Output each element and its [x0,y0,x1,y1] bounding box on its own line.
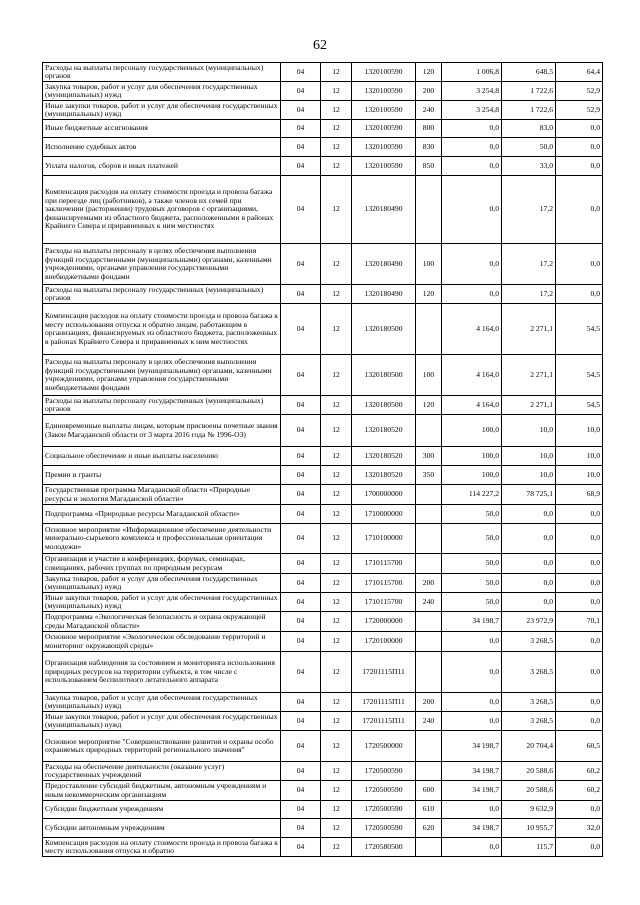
planned-amount: 34 198,7 [442,762,502,781]
section-code: 04 [281,82,321,101]
executed-amount: 3 268,5 [502,693,556,712]
section-code: 04 [281,304,321,355]
subsection-code: 12 [321,396,352,415]
expense-type-code: 240 [416,101,442,120]
executed-amount: 3 268,5 [502,652,556,693]
execution-percent: 0,0 [556,176,603,244]
subsection-code: 12 [321,762,352,781]
execution-percent: 0,0 [556,632,603,652]
target-article-code: 1320180490 [352,244,416,285]
subsection-code: 12 [321,505,352,524]
planned-amount: 0,0 [442,244,502,285]
executed-amount: 3 268,5 [502,632,556,652]
table-row [43,157,603,176]
row-name: Субсидии бюджетным учреждениям [43,801,281,819]
table-row [43,574,603,593]
planned-amount: 0,0 [442,838,502,857]
expense-type-code: 350 [416,466,442,485]
row-name: Премии и гранты [43,466,281,485]
target-article-code: 1320180520 [352,466,416,485]
execution-percent: 0,0 [556,157,603,176]
table-row [43,505,603,524]
target-article-code: 17201115П11 [352,652,416,693]
target-article-code: 1320100590 [352,101,416,120]
target-article-code: 1720000000 [352,612,416,632]
planned-amount: 100,0 [442,447,502,466]
planned-amount: 100,0 [442,466,502,485]
expense-type-code: 200 [416,82,442,101]
target-article-code: 1710115700 [352,574,416,593]
expense-type-code: 120 [416,63,442,82]
planned-amount: 34 198,7 [442,781,502,801]
section-code: 04 [281,176,321,244]
expense-type-code: 610 [416,801,442,819]
execution-percent: 0,0 [556,285,603,304]
section-code: 04 [281,505,321,524]
subsection-code: 12 [321,157,352,176]
subsection-code: 12 [321,82,352,101]
table-row [43,693,603,712]
target-article-code: 1320100590 [352,82,416,101]
row-name: Государственная программа Магаданской области «Природные ресурсы и экология Магаданской области» [43,485,281,505]
target-article-code: 1320180500 [352,396,416,415]
subsection-code: 12 [321,466,352,485]
row-name: Основное мероприятие «Экологическое обследование территорий и мониторинг окружающей среды» [43,632,281,652]
section-code: 04 [281,466,321,485]
planned-amount: 34 198,7 [442,731,502,762]
table-row [43,801,603,819]
table-row [43,285,603,304]
row-name: Субсидии автономным учреждениям [43,819,281,838]
planned-amount: 100,0 [442,415,502,447]
section-code: 04 [281,447,321,466]
section-code: 04 [281,801,321,819]
planned-amount: 0,0 [442,693,502,712]
subsection-code: 12 [321,244,352,285]
executed-amount: 83,0 [502,120,556,138]
row-name: Подпрограмма «Экологическая безопасность и охрана окружающей среды Магаданской области» [43,612,281,632]
row-name: Компенсация расходов на оплату стоимости проезда и провоза багажа при переезде лиц (работников), а также членов их семей при заключении (расторжении) трудовых договоров с организациями, финансируемыми из областного бюджета, расположенными в районах Крайнего Севера и приравненных к ним местностях [43,176,281,244]
target-article-code: 1700000000 [352,485,416,505]
planned-amount: 34 198,7 [442,819,502,838]
planned-amount: 114 227,2 [442,485,502,505]
section-code: 04 [281,524,321,554]
execution-percent: 54,5 [556,396,603,415]
expense-type-code: 600 [416,781,442,801]
section-code: 04 [281,819,321,838]
execution-percent: 0,0 [556,838,603,857]
table-body [43,63,603,857]
planned-amount: 0,0 [442,138,502,157]
execution-percent: 60,2 [556,781,603,801]
expense-type-code: 800 [416,120,442,138]
section-code: 04 [281,693,321,712]
table-row [43,485,603,505]
row-name: Исполнение судебных актов [43,138,281,157]
planned-amount: 4 164,0 [442,304,502,355]
planned-amount: 4 164,0 [442,396,502,415]
execution-percent: 52,9 [556,101,603,120]
executed-amount: 33,0 [502,157,556,176]
expense-type-code [416,762,442,781]
section-code: 04 [281,593,321,612]
subsection-code: 12 [321,781,352,801]
executed-amount: 2 271,1 [502,396,556,415]
row-name: Расходы на выплаты персоналу в целях обеспечения выполнения функций государственными (муниципальными) органами, казенными учреждениями, органами управления государственными внебюджетными фондами [43,244,281,285]
target-article-code: 17201115П11 [352,693,416,712]
executed-amount: 0,0 [502,505,556,524]
table-row [43,176,603,244]
table-row [43,731,603,762]
subsection-code: 12 [321,554,352,574]
expense-type-code: 300 [416,447,442,466]
planned-amount: 0,0 [442,157,502,176]
expense-type-code: 850 [416,157,442,176]
row-name: Основное мероприятие «Информационное обеспечение деятельности минерально-сырьевого комплекса и профессиональная ориентация молодежи» [43,524,281,554]
target-article-code: 1720500590 [352,819,416,838]
table-row [43,355,603,396]
planned-amount: 1 006,8 [442,63,502,82]
execution-percent: 0,0 [556,505,603,524]
budget-table [42,62,603,857]
target-article-code: 1320100590 [352,120,416,138]
target-article-code: 1710115700 [352,593,416,612]
target-article-code: 1710100000 [352,524,416,554]
target-article-code: 1320180500 [352,304,416,355]
executed-amount: 0,0 [502,554,556,574]
row-name: Организация и участие в конференциях, форумах, семинарах, совещаниях, рабочих группах по природным ресурсам [43,554,281,574]
expense-type-code [416,838,442,857]
target-article-code: 1720500590 [352,801,416,819]
row-name: Компенсация расходов на оплату стоимости проезда и провоза багажа к месту использования отпуска и обратно лицам, работающим в организациях, финансируемых из областного бюджета, расположенных в районах Крайнего Севера и приравненных к ним местностях [43,304,281,355]
row-name: Основное мероприятие "Совершенствование развития и охраны особо охраняемых природных территорий регионального значения" [43,731,281,762]
expense-type-code: 120 [416,396,442,415]
expense-type-code: 200 [416,574,442,593]
planned-amount: 0,0 [442,801,502,819]
execution-percent: 0,0 [556,712,603,731]
subsection-code: 12 [321,574,352,593]
table-row [43,838,603,857]
row-name: Уплата налогов, сборов и иных платежей [43,157,281,176]
table-row [43,632,603,652]
table-row [43,396,603,415]
planned-amount: 0,0 [442,632,502,652]
target-article-code: 1320180520 [352,447,416,466]
page-number: 62 [313,38,327,53]
executed-amount: 115,7 [502,838,556,857]
executed-amount: 2 271,1 [502,304,556,355]
section-code: 04 [281,415,321,447]
expense-type-code [416,505,442,524]
executed-amount: 10 955,7 [502,819,556,838]
subsection-code: 12 [321,447,352,466]
execution-percent: 52,9 [556,82,603,101]
section-code: 04 [281,138,321,157]
target-article-code: 17201115П11 [352,712,416,731]
executed-amount: 2 271,1 [502,355,556,396]
execution-percent: 70,1 [556,612,603,632]
execution-percent: 10,0 [556,447,603,466]
table-row [43,554,603,574]
executed-amount: 17,2 [502,176,556,244]
section-code: 04 [281,731,321,762]
section-code: 04 [281,554,321,574]
planned-amount: 4 164,0 [442,355,502,396]
section-code: 04 [281,396,321,415]
executed-amount: 10,0 [502,447,556,466]
subsection-code: 12 [321,355,352,396]
section-code: 04 [281,762,321,781]
execution-percent: 54,5 [556,304,603,355]
table-row [43,447,603,466]
expense-type-code: 100 [416,244,442,285]
row-name: Социальное обеспечение и иные выплаты населению [43,447,281,466]
target-article-code: 1720500590 [352,762,416,781]
row-name: Расходы на выплаты персоналу в целях обеспечения выполнения функций государственными (муниципальными) органами, казенными учреждениями, органами управления государственными внебюджетными фондами [43,355,281,396]
executed-amount: 20 588,6 [502,762,556,781]
planned-amount: 50,0 [442,524,502,554]
expense-type-code [416,731,442,762]
table-row [43,466,603,485]
executed-amount: 78 725,1 [502,485,556,505]
section-code: 04 [281,652,321,693]
subsection-code: 12 [321,138,352,157]
expense-type-code: 620 [416,819,442,838]
expense-type-code [416,632,442,652]
executed-amount: 10,0 [502,466,556,485]
subsection-code: 12 [321,612,352,632]
table-row [43,781,603,801]
expense-type-code [416,652,442,693]
planned-amount: 0,0 [442,120,502,138]
subsection-code: 12 [321,632,352,652]
row-name: Закупка товаров, работ и услуг для обеспечения государственных (муниципальных) нужд [43,82,281,101]
executed-amount: 0,0 [502,593,556,612]
row-name: Подпрограмма «Природные ресурсы Магаданской области» [43,505,281,524]
executed-amount: 9 632,9 [502,801,556,819]
subsection-code: 12 [321,63,352,82]
table-row [43,138,603,157]
section-code: 04 [281,612,321,632]
row-name: Расходы на обеспечение деятельности (оказание услуг) государственных учреждений [43,762,281,781]
executed-amount: 23 972,9 [502,612,556,632]
executed-amount: 3 268,5 [502,712,556,731]
target-article-code: 1320100590 [352,157,416,176]
execution-percent: 60,5 [556,731,603,762]
section-code: 04 [281,574,321,593]
section-code: 04 [281,838,321,857]
target-article-code: 1320180520 [352,415,416,447]
planned-amount: 50,0 [442,574,502,593]
section-code: 04 [281,120,321,138]
section-code: 04 [281,63,321,82]
expense-type-code [416,485,442,505]
planned-amount: 50,0 [442,505,502,524]
target-article-code: 1720500590 [352,781,416,801]
table-row [43,244,603,285]
section-code: 04 [281,157,321,176]
execution-percent: 0,0 [556,652,603,693]
subsection-code: 12 [321,285,352,304]
executed-amount: 17,2 [502,285,556,304]
planned-amount: 50,0 [442,593,502,612]
execution-percent: 0,0 [556,120,603,138]
table-row [43,652,603,693]
executed-amount: 10,0 [502,415,556,447]
executed-amount: 1 722,6 [502,101,556,120]
executed-amount: 1 722,6 [502,82,556,101]
subsection-code: 12 [321,176,352,244]
target-article-code: 1320180490 [352,285,416,304]
target-article-code: 1720100000 [352,632,416,652]
table-row [43,101,603,120]
section-code: 04 [281,632,321,652]
execution-percent: 0,0 [556,693,603,712]
execution-percent: 0,0 [556,244,603,285]
execution-percent: 60,2 [556,762,603,781]
row-name: Расходы на выплаты персоналу государственных (муниципальных) органов [43,285,281,304]
expense-type-code: 100 [416,355,442,396]
execution-percent: 10,0 [556,466,603,485]
row-name: Иные закупки товаров, работ и услуг для обеспечения государственных (муниципальных) нужд [43,593,281,612]
subsection-code: 12 [321,101,352,120]
row-name: Предоставление субсидий бюджетным, автономным учреждениям и иным некоммерческим организациям [43,781,281,801]
section-code: 04 [281,355,321,396]
subsection-code: 12 [321,819,352,838]
section-code: 04 [281,712,321,731]
table-row [43,612,603,632]
row-name: Организация наблюдения за состоянием и мониторинга использования природных ресурсов на территории субъекта, в том числе с использованием беспилотного летательного аппарата [43,652,281,693]
subsection-code: 12 [321,120,352,138]
expense-type-code [416,304,442,355]
target-article-code: 1720500000 [352,731,416,762]
expense-type-code: 240 [416,593,442,612]
table-row [43,593,603,612]
planned-amount: 0,0 [442,652,502,693]
table-row [43,304,603,355]
row-name: Иные закупки товаров, работ и услуг для обеспечения государственных (муниципальных) нужд [43,712,281,731]
row-name: Расходы на выплаты персоналу государственных (муниципальных) органов [43,396,281,415]
planned-amount: 0,0 [442,285,502,304]
table-row [43,63,603,82]
planned-amount: 3 254,8 [442,82,502,101]
expense-type-code [416,524,442,554]
execution-percent: 68,9 [556,485,603,505]
subsection-code: 12 [321,304,352,355]
execution-percent: 54,5 [556,355,603,396]
execution-percent: 0,0 [556,524,603,554]
planned-amount: 50,0 [442,554,502,574]
section-code: 04 [281,781,321,801]
section-code: 04 [281,285,321,304]
subsection-code: 12 [321,415,352,447]
execution-percent: 0,0 [556,554,603,574]
row-name: Иные закупки товаров, работ и услуг для обеспечения государственных (муниципальных) нужд [43,101,281,120]
expense-type-code: 240 [416,712,442,731]
subsection-code: 12 [321,693,352,712]
planned-amount: 0,0 [442,712,502,731]
target-article-code: 1320180490 [352,176,416,244]
expense-type-code [416,612,442,632]
subsection-code: 12 [321,712,352,731]
target-article-code: 1320100590 [352,63,416,82]
table-row [43,762,603,781]
target-article-code: 1710115700 [352,554,416,574]
subsection-code: 12 [321,524,352,554]
row-name: Единовременные выплаты лицам, которым присвоены почетные звания (Закон Магаданской области от 3 марта 2016 года № 1996-ОЗ) [43,415,281,447]
row-name: Закупка товаров, работ и услуг для обеспечения государственных (муниципальных) нужд [43,693,281,712]
execution-percent: 0,0 [556,801,603,819]
section-code: 04 [281,244,321,285]
row-name: Иные бюджетные ассигнования [43,120,281,138]
executed-amount: 50,0 [502,138,556,157]
execution-percent: 0,0 [556,574,603,593]
subsection-code: 12 [321,731,352,762]
expense-type-code: 830 [416,138,442,157]
subsection-code: 12 [321,593,352,612]
target-article-code: 1720580500 [352,838,416,857]
table-row [43,415,603,447]
expense-type-code: 200 [416,693,442,712]
execution-percent: 0,0 [556,593,603,612]
row-name: Расходы на выплаты персоналу государственных (муниципальных) органов [43,63,281,82]
target-article-code: 1320100590 [352,138,416,157]
target-article-code: 1320180500 [352,355,416,396]
subsection-code: 12 [321,838,352,857]
executed-amount: 17,2 [502,244,556,285]
execution-percent: 0,0 [556,138,603,157]
planned-amount: 3 254,8 [442,101,502,120]
subsection-code: 12 [321,652,352,693]
executed-amount: 20 588,6 [502,781,556,801]
execution-percent: 10,0 [556,415,603,447]
expense-type-code: 120 [416,285,442,304]
row-name: Компенсация расходов на оплату стоимости проезда и провоза багажа к месту использования отпуска и обратно [43,838,281,857]
executed-amount: 0,0 [502,524,556,554]
table-row [43,120,603,138]
table-row [43,524,603,554]
planned-amount: 34 198,7 [442,612,502,632]
planned-amount: 0,0 [442,176,502,244]
executed-amount: 0,0 [502,574,556,593]
section-code: 04 [281,101,321,120]
target-article-code: 1710000000 [352,505,416,524]
executed-amount: 648,5 [502,63,556,82]
expense-type-code [416,415,442,447]
expense-type-code [416,554,442,574]
subsection-code: 12 [321,801,352,819]
execution-percent: 64,4 [556,63,603,82]
table-row [43,819,603,838]
section-code: 04 [281,485,321,505]
executed-amount: 20 704,4 [502,731,556,762]
table-row [43,82,603,101]
expense-type-code [416,176,442,244]
table-row [43,712,603,731]
row-name: Закупка товаров, работ и услуг для обеспечения государственных (муниципальных) нужд [43,574,281,593]
subsection-code: 12 [321,485,352,505]
execution-percent: 32,0 [556,819,603,838]
